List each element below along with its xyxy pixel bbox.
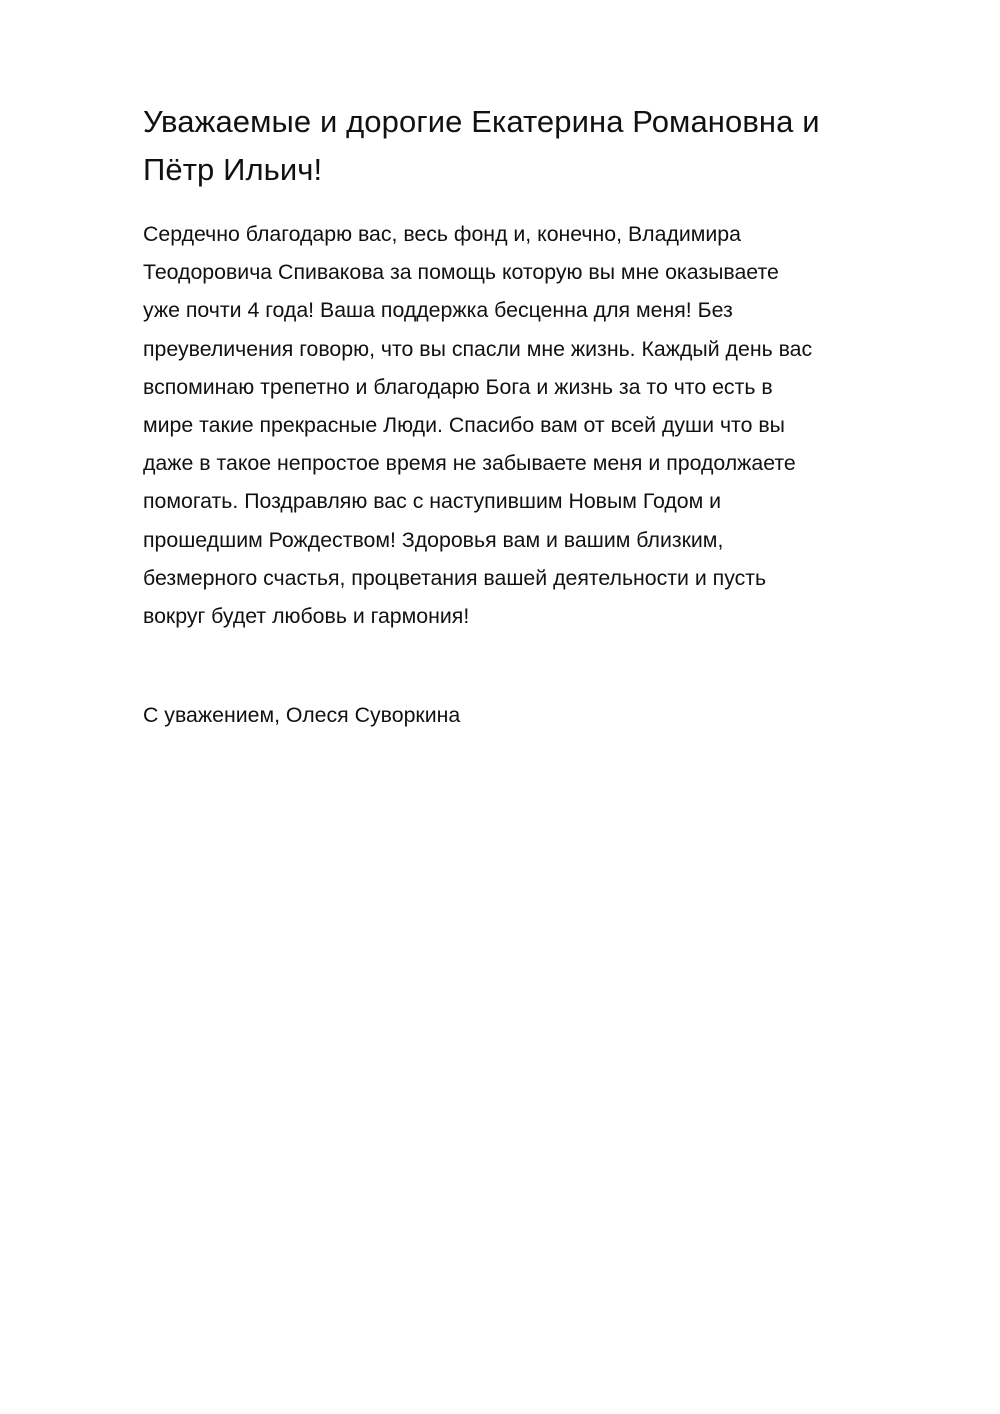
body-line: вокруг будет любовь и гармония!: [143, 604, 470, 629]
body-line: Сердечно благодарю вас, весь фонд и, конечно, Владимира: [143, 222, 741, 246]
letter: [143, 98, 933, 734]
body-line: Теодоровича Спивакова за помощь которую вы мне оказываете: [143, 260, 779, 285]
body-line: уже почти 4 года! Ваша поддержка бесценна для меня! Без: [143, 298, 733, 323]
body-line: прошедшим Рождеством! Здоровья вам и вашим близким,: [143, 527, 724, 552]
body-line: мире такие прекрасные Люди. Спасибо вам от всей души что вы: [143, 413, 785, 438]
letter-signature: С уважением, Олеся Суворкина: [143, 703, 461, 728]
greeting-line: Пётр Ильич!: [143, 152, 323, 187]
body-line: вспоминаю трепетно и благодарю Бога и жизнь за то что есть в: [143, 374, 773, 399]
body-line: помогать. Поздравляю вас с наступившим Новым Годом и: [143, 489, 722, 514]
body-line: преувеличения говорю, что вы спасли мне жизнь. Каждый день вас: [143, 336, 813, 361]
letter-greeting: [143, 98, 933, 194]
body-line: безмерного счастья, процветания вашей деятельности и пусть: [143, 565, 767, 590]
body-line: даже в такое непростое время не забываете меня и продолжаете: [143, 451, 796, 476]
letter-body: [143, 215, 933, 635]
greeting-line: Уважаемые и дорогие Екатерина Романовна и: [143, 104, 820, 139]
